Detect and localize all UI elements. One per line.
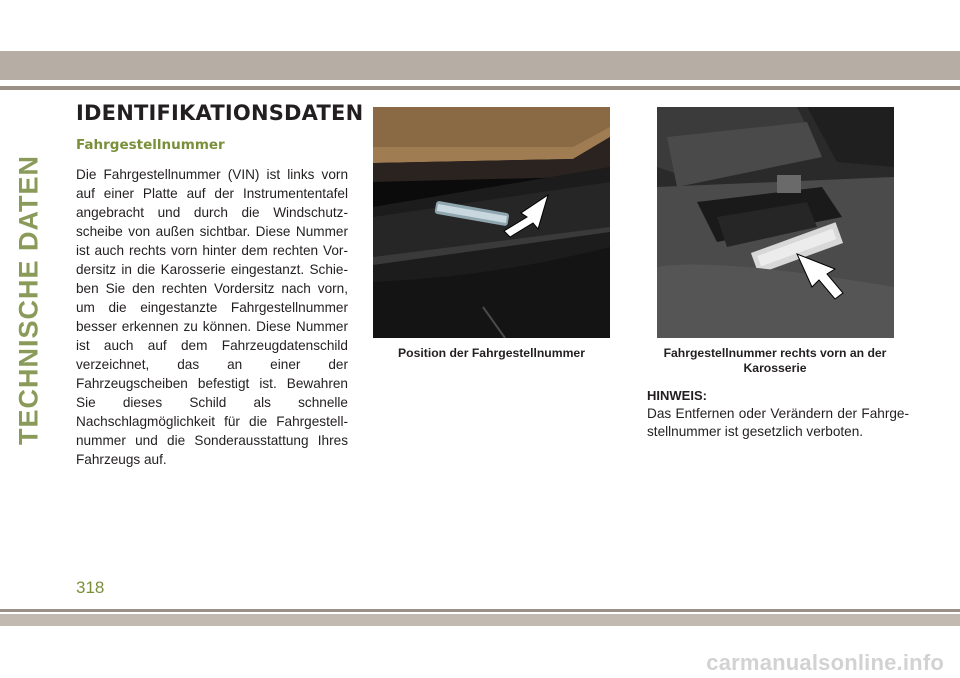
vin-dashboard-photo	[373, 107, 610, 338]
page-number: 318	[76, 578, 105, 597]
footer-band	[0, 614, 960, 626]
vin-floor-illustration	[657, 107, 894, 338]
header-rule	[0, 86, 960, 90]
figure-caption-2: Fahrgestellnummer rechts vorn an der Karosserie	[663, 346, 887, 375]
header-band	[0, 51, 960, 80]
vin-dashboard-illustration	[373, 107, 610, 338]
note-text: Das Entfernen oder Verändern der Fahrgestellnummer ist gesetzlich verboten.	[647, 406, 909, 439]
watermark: carmanualsonline.info	[706, 650, 944, 675]
vin-floor-photo	[657, 107, 894, 338]
figure-caption-1: Position der Fahrgestellnummer	[398, 346, 585, 360]
subsection-title: Fahrgestellnummer	[76, 137, 225, 153]
footer-rule	[0, 609, 960, 612]
note-label: HINWEIS:	[647, 388, 707, 403]
section-title: IDENTIFIKATIONSDATEN	[76, 101, 364, 125]
chapter-side-tab-label: TECHNISCHE DATEN	[13, 154, 44, 446]
body-paragraph: Die Fahrgestellnummer (VIN) ist links vorn auf einer Platte auf der Instrumententafel angebracht und durch die Windschutzscheibe von außen sichtbar. Diese Nummer ist auch rechts vorn hinter dem rechten Vordersitz in die Karosserie eingestanzt. Schieben Sie den rechten Vordersitz nach vorn, um die eingestanzte Fahrgestellnummer besser erkennen zu können. Diese Nummer ist auch auf dem Fahrzeugdatenschild verzeichnet, das an einer der Fahrzeugscheiben befestigt ist. Bewahren Sie dieses Schild als schnelle Nachschlagmöglichkeit für die Fahrgestellnummer und die Sonderausstattung Ihres Fahrzeugs auf.	[76, 167, 348, 467]
